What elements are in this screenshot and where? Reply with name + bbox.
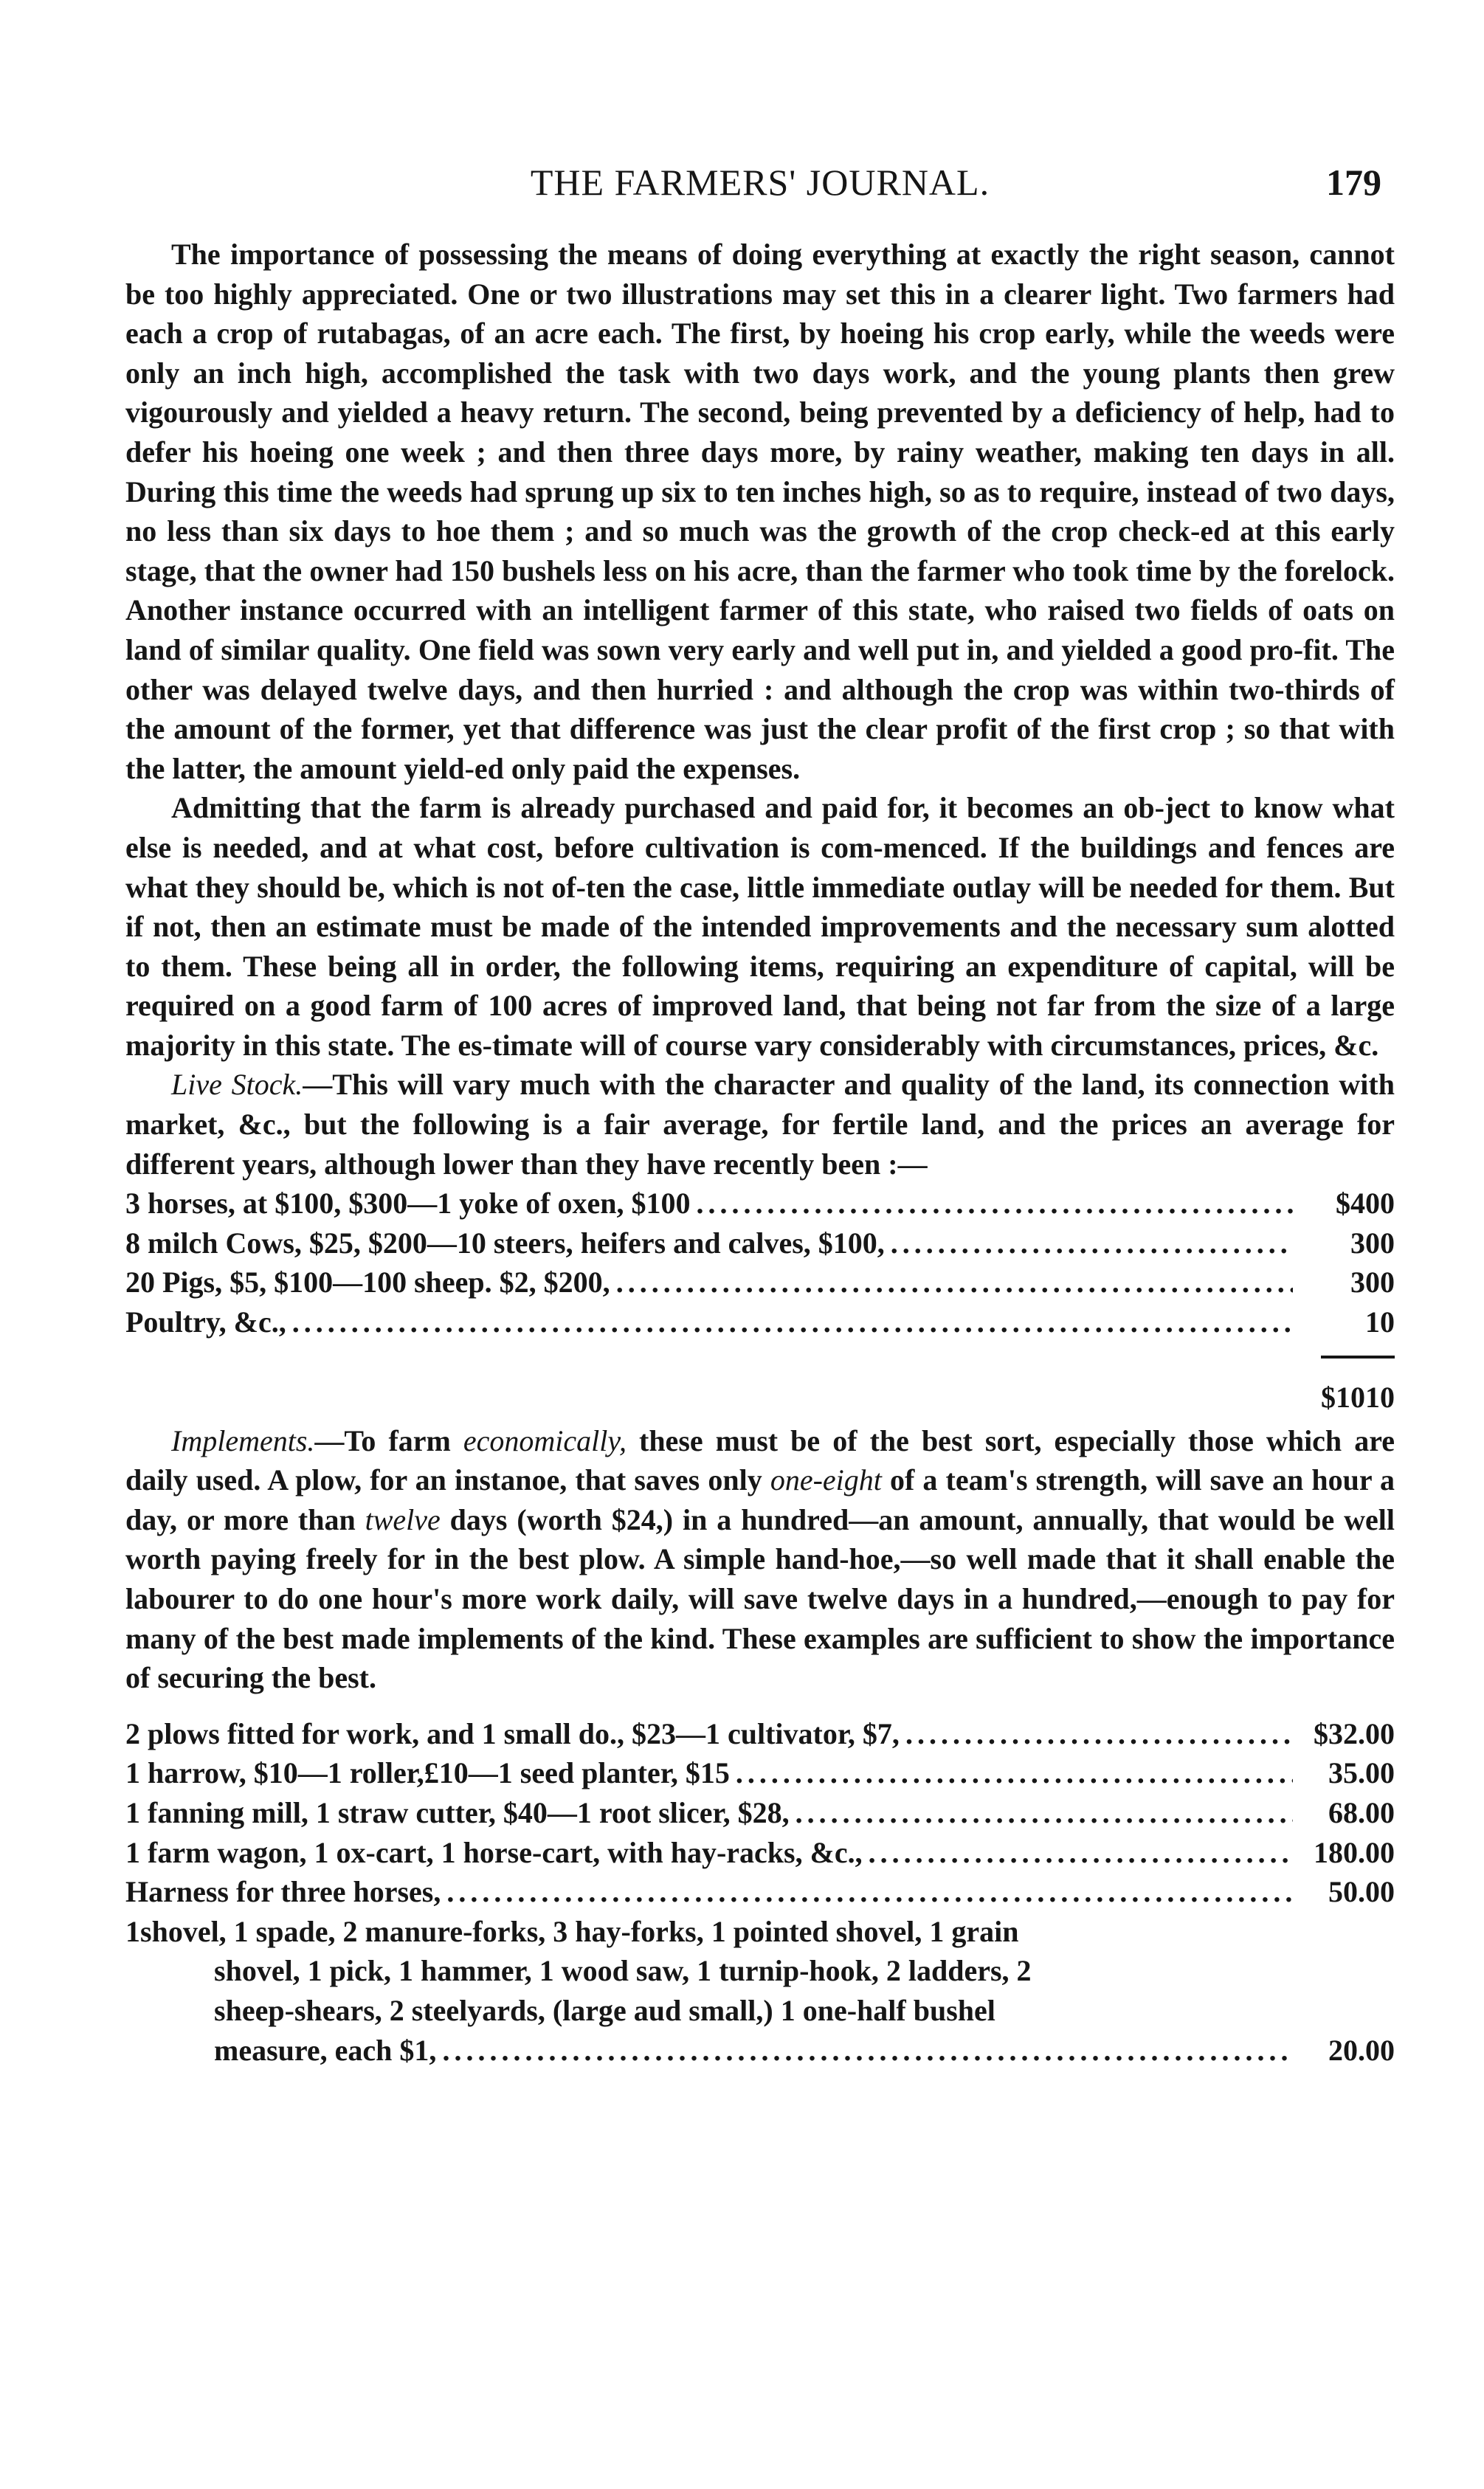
dot-leader [292, 1302, 1293, 1342]
dot-leader [891, 1223, 1293, 1263]
dot-leader [905, 1714, 1293, 1754]
paragraph-live-stock [125, 1065, 1395, 1184]
item-amount: 300 [1350, 1266, 1395, 1299]
item-amount: $400 [1336, 1187, 1395, 1221]
item-continuation [125, 1951, 1395, 1991]
item-continuation [125, 2031, 1395, 2071]
list-item [125, 1753, 1395, 1793]
item-description: measure, each $1, [214, 2033, 437, 2067]
item-description: 1 farm wagon, 1 ox-cart, 1 horse-cart, with hay-racks, &c., [125, 1835, 863, 1869]
dot-leader [442, 2031, 1293, 2071]
list-item [125, 1833, 1395, 1873]
implements-text: —To farm [314, 1423, 463, 1457]
dot-leader [616, 1263, 1293, 1302]
total-amount: $1010 [1321, 1380, 1395, 1414]
page-number: 179 [1326, 162, 1381, 203]
paragraph-implements [125, 1421, 1395, 1698]
item-description: shovel, 1 pick, 1 hammer, 1 wood saw, 1 turnip-hook, 2 ladders, 2 [214, 1954, 1032, 1988]
implements-text: days (worth $24,) in a hundred—an amount, annually, that would be well worth paying freely for in the best plow. A simple hand-hoe,—so well made that it shall enable the labourer to do one hour's more work daily, will save twelve days in a hundred,—enough to pay for many of the best made implements of the kind. These examples are sufficient to show the importance of securing the best. [125, 1502, 1395, 1695]
implements-list [125, 1714, 1395, 2070]
dot-leader [796, 1793, 1293, 1833]
live-stock-list [125, 1184, 1395, 1342]
live-stock-total [125, 1342, 1395, 1421]
item-amount: 180.00 [1314, 1835, 1395, 1869]
page-header [125, 161, 1395, 213]
item-description: 2 plows fitted for work, and 1 small do., $23—1 cultivator, $7, [125, 1716, 900, 1750]
implements-text: of a team's strength, will save an hour a day, or more than [125, 1463, 1395, 1536]
dot-leader [697, 1184, 1293, 1223]
item-continuation [125, 1991, 1395, 2031]
live-stock-text: —This will vary much with the character and quality of the land, its connection with market, &c., but the following is a fair average, for fertile land, and the prices an average for different years, although lower than they have recently been :— [125, 1068, 1395, 1181]
item-description: 8 milch Cows, $25, $200—10 steers, heifers and calves, $100, [125, 1226, 885, 1260]
emphasis-text: twelve [365, 1502, 441, 1536]
total-rule [1321, 1356, 1395, 1359]
dot-leader [869, 1833, 1293, 1873]
item-description: Harness for three horses, [125, 1875, 441, 1909]
item-description: sheep-shears, 2 steelyards, (large aud small,) 1 one-half bushel [214, 1993, 995, 2027]
item-description: 1shovel, 1 spade, 2 manure-forks, 3 hay-forks, 1 pointed shovel, 1 grain [125, 1914, 1019, 1948]
implements-heading: Implements. [171, 1423, 315, 1457]
dot-leader [736, 1753, 1293, 1793]
paragraph-timing: The importance of possessing the means of doing everything at exactly the right season, cannot be too highly appreciated. One or two illustrations may set this in a clearer light. Two farmers had each a crop of rutabagas, of an acre each. The first, by hoeing his crop early, while the weeds were only an inch high, accomplished the task with two days work, and the young plants then grew vigourously and yielded a heavy return. The second, being prevented by a deficiency of help, had to defer his hoeing one week ; and then three days more, by rainy weather, making ten days in all. During this time the weeds had sprung up six to ten inches high, so as to require, instead of two days, no less than six days to hoe them ; and so much was the growth of the crop check-ed at this early stage, that the owner had 150 bushels less on his acre, than the farmer who took time by the forelock. Another instance occurred with an intelligent farmer of this state, who raised two fields of oats on land of similar quality. One field was sown very early and well put in, and yielded a good pro-fit. The other was delayed twelve days, and then hurried : and although the crop was within two-thirds of the amount of the former, yet that difference was just the clear profit of the first crop ; so that with the latter, the amount yield-ed only paid the expenses. [125, 238, 1395, 785]
list-item [125, 1263, 1395, 1302]
item-amount: 50.00 [1328, 1875, 1395, 1909]
item-description: 20 Pigs, $5, $100—100 sheep. $2, $200, [125, 1266, 610, 1299]
list-item [125, 1302, 1395, 1342]
item-amount: 300 [1350, 1226, 1395, 1260]
list-item [125, 1714, 1395, 1754]
item-amount: 35.00 [1328, 1756, 1395, 1790]
item-amount: $32.00 [1314, 1716, 1395, 1750]
list-item [125, 1223, 1395, 1263]
list-item [125, 1184, 1395, 1223]
running-title: THE FARMERS' JOURNAL. [530, 162, 990, 203]
paragraph-capital: Admitting that the farm is already purchased and paid for, it becomes an ob-ject to know what else is needed, and at what cost, before cultivation is com-menced. If the buildings and fences are what they should be, which is not of-ten the case, little immediate outlay will be needed for them. But if not, then an estimate must be made of the intended improvements and the necessary sum alotted to them. These being all in order, the following items, requiring an expenditure of capital, will be required on a good farm of 100 acres of improved land, that being not far from the size of a large majority in this state. The es-timate will of course vary considerably with circumstances, prices, &c. [125, 791, 1395, 1062]
list-item [125, 1793, 1395, 1833]
item-description: Poultry, &c., [125, 1305, 286, 1339]
emphasis-text: one-eight [770, 1463, 882, 1497]
item-amount: 10 [1365, 1305, 1395, 1339]
item-amount: 20.00 [1328, 2033, 1395, 2067]
live-stock-heading: Live Stock. [171, 1068, 303, 1102]
item-description: 1 fanning mill, 1 straw cutter, $40—1 root slicer, $28, [125, 1795, 790, 1829]
item-description: 1 harrow, $10—1 roller,£10—1 seed planter, $15 [125, 1756, 730, 1790]
implements-text: these must be of the best sort, especially those which are daily used. A plow, for an instanoe, that saves only [125, 1423, 1395, 1497]
list-item [125, 1872, 1395, 1912]
emphasis-text: economically, [463, 1423, 627, 1457]
item-amount: 68.00 [1328, 1795, 1395, 1829]
article-body [125, 235, 1395, 2070]
dot-leader [446, 1872, 1293, 1912]
spacer [125, 1698, 1395, 1714]
list-item-multiline [125, 1912, 1395, 2070]
item-description: 3 horses, at $100, $300—1 yoke of oxen, $100 [125, 1187, 691, 1221]
